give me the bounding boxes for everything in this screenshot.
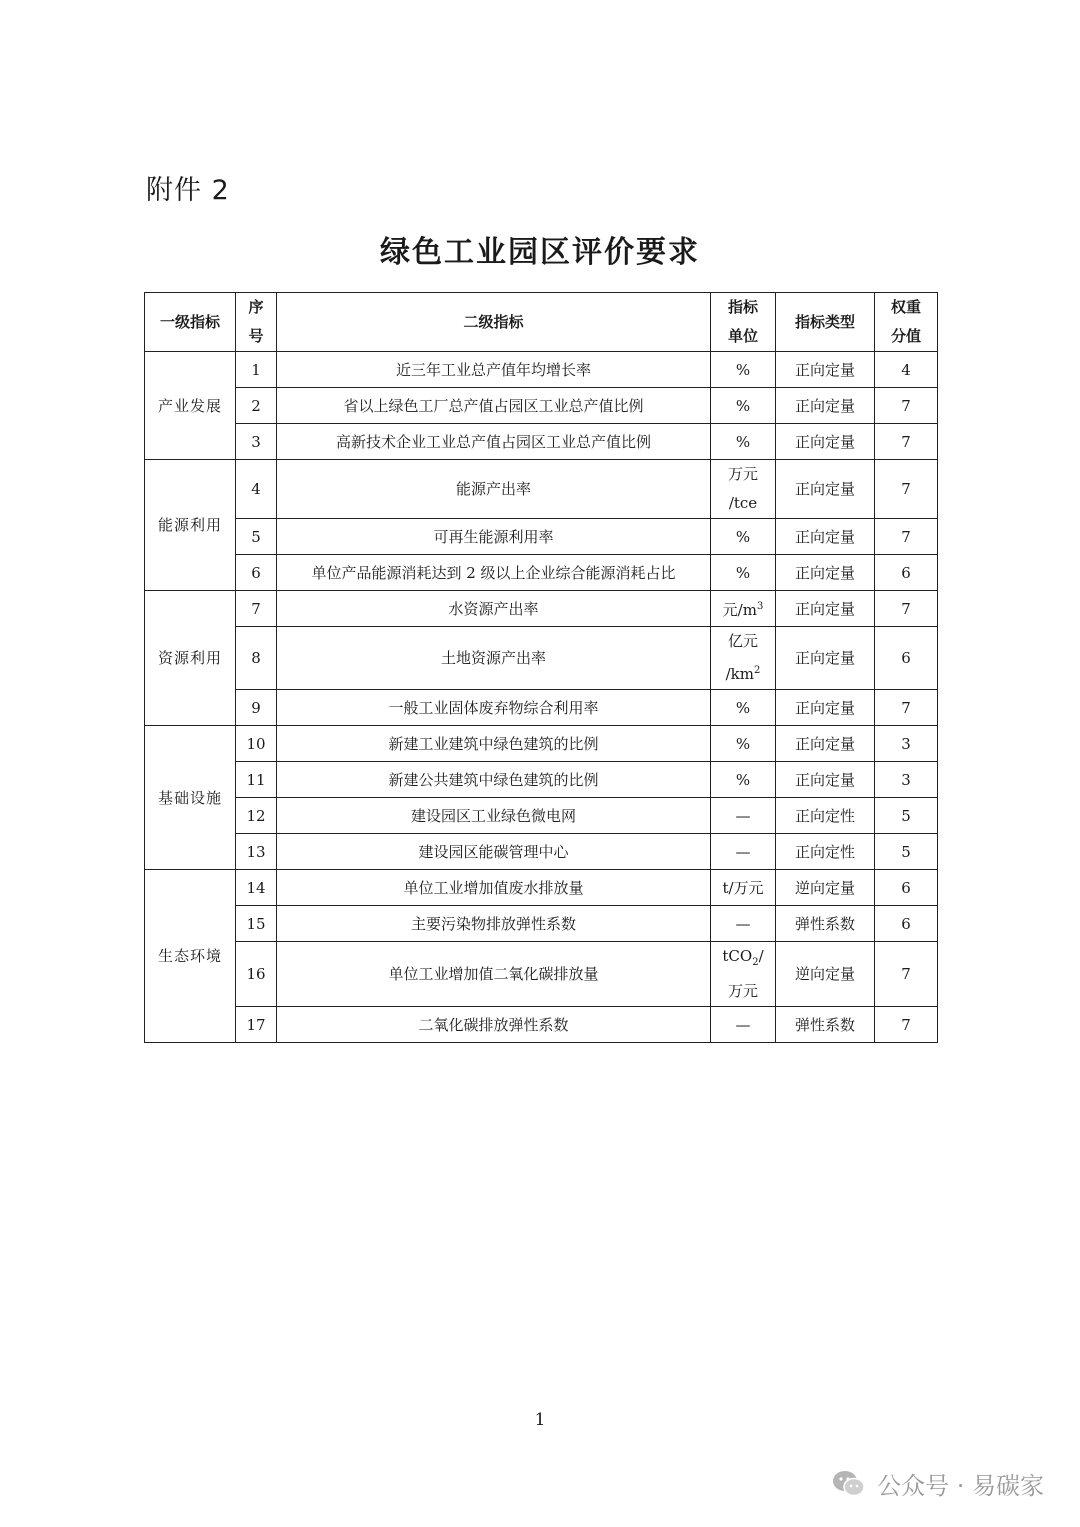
row-unit: — (711, 906, 776, 942)
unit-superscript: 3 (756, 601, 764, 612)
row-indicator: 单位工业增加值废水排放量 (277, 870, 711, 906)
attachment-label: 附件 2 (146, 175, 230, 206)
row-indicator: 单位产品能源消耗达到 2 级以上企业综合能源消耗占比 (277, 555, 711, 591)
row-weight: 5 (875, 834, 938, 870)
row-weight: 7 (875, 690, 938, 726)
row-indicator: 一般工业固体废弃物综合利用率 (277, 690, 711, 726)
unit-base: 元/m (722, 601, 757, 619)
category-cell: 资源利用 (145, 591, 236, 726)
table-row (145, 460, 938, 519)
row-unit (711, 942, 776, 1007)
row-weight: 6 (875, 555, 938, 591)
evaluation-table (144, 292, 938, 1043)
row-no: 3 (236, 424, 277, 460)
row-indicator: 土地资源产出率 (277, 627, 711, 690)
row-no: 12 (236, 798, 277, 834)
row-indicator: 高新技术企业工业总产值占园区工业总产值比例 (277, 424, 711, 460)
row-unit: % (711, 519, 776, 555)
table-row (145, 942, 938, 1007)
row-unit: % (711, 555, 776, 591)
row-no: 15 (236, 906, 277, 942)
table-header-row (145, 293, 938, 352)
row-unit: % (711, 726, 776, 762)
header-weight-line1: 权重 (890, 298, 921, 316)
unit-line2 (711, 656, 775, 689)
row-weight: 7 (875, 388, 938, 424)
row-weight: 7 (875, 1007, 938, 1043)
row-no: 13 (236, 834, 277, 870)
row-weight: 5 (875, 798, 938, 834)
watermark-text: 公众号 · 易碳家 (877, 1472, 1044, 1500)
row-type: 正向定量 (776, 690, 875, 726)
wechat-icon (831, 1469, 867, 1499)
row-indicator: 主要污染物排放弹性系数 (277, 906, 711, 942)
unit-line2: /tce (728, 494, 758, 512)
row-type: 正向定量 (776, 627, 875, 690)
page-number: 1 (534, 1410, 546, 1430)
row-unit (711, 627, 776, 690)
table-row (145, 690, 938, 726)
category-cell: 能源利用 (145, 460, 236, 591)
row-no: 2 (236, 388, 277, 424)
row-type: 正向定量 (776, 762, 875, 798)
row-unit: % (711, 762, 776, 798)
row-unit: % (711, 690, 776, 726)
row-no: 14 (236, 870, 277, 906)
row-unit: — (711, 1007, 776, 1043)
row-type: 正向定量 (776, 352, 875, 388)
row-no: 9 (236, 690, 277, 726)
header-weight-line2: 分值 (890, 327, 921, 345)
row-no: 6 (236, 555, 277, 591)
row-no: 17 (236, 1007, 277, 1043)
row-type: 弹性系数 (776, 906, 875, 942)
header-type: 指标类型 (776, 293, 875, 352)
row-indicator: 建设园区能碳管理中心 (277, 834, 711, 870)
table-row (145, 798, 938, 834)
table-row (145, 519, 938, 555)
header-level1: 一级指标 (145, 293, 236, 352)
unit-line1 (711, 942, 775, 977)
row-type: 正向定量 (776, 388, 875, 424)
row-type: 正向定量 (776, 424, 875, 460)
row-weight: 6 (875, 627, 938, 690)
table-row (145, 424, 938, 460)
row-type: 正向定量 (776, 460, 875, 519)
row-indicator: 二氧化碳排放弹性系数 (277, 1007, 711, 1043)
table-row (145, 591, 938, 627)
document-title: 绿色工业园区评价要求 (380, 235, 700, 270)
row-type: 正向定量 (776, 519, 875, 555)
table-row (145, 906, 938, 942)
row-weight: 3 (875, 762, 938, 798)
row-type: 正向定性 (776, 834, 875, 870)
row-indicator: 可再生能源利用率 (277, 519, 711, 555)
watermark-footer (831, 1466, 1044, 1501)
row-unit (711, 591, 776, 627)
table-row (145, 762, 938, 798)
unit-superscript: 2 (754, 665, 761, 676)
header-unit-line2: 单位 (727, 327, 758, 345)
unit-tail: / (758, 947, 764, 965)
unit-line1: 亿元 (727, 632, 758, 650)
row-weight: 7 (875, 460, 938, 519)
row-no: 5 (236, 519, 277, 555)
table-row (145, 352, 938, 388)
row-weight: 7 (875, 424, 938, 460)
table-row (145, 627, 938, 690)
category-cell: 产业发展 (145, 352, 236, 460)
row-indicator: 省以上绿色工厂总产值占园区工业总产值比例 (277, 388, 711, 424)
unit-line2: 万元 (727, 982, 758, 1000)
table-row (145, 1007, 938, 1043)
header-seq-line2: 号 (248, 327, 264, 345)
row-indicator: 新建公共建筑中绿色建筑的比例 (277, 762, 711, 798)
row-weight: 4 (875, 352, 938, 388)
row-type: 弹性系数 (776, 1007, 875, 1043)
row-no: 10 (236, 726, 277, 762)
row-no: 16 (236, 942, 277, 1007)
row-unit: — (711, 834, 776, 870)
row-weight: 7 (875, 519, 938, 555)
row-no: 4 (236, 460, 277, 519)
unit-base: /km (725, 665, 754, 683)
row-indicator: 单位工业增加值二氧化碳排放量 (277, 942, 711, 1007)
unit-subscript: 2 (752, 957, 759, 968)
table-row (145, 388, 938, 424)
row-indicator: 新建工业建筑中绿色建筑的比例 (277, 726, 711, 762)
row-unit (711, 460, 776, 519)
row-no: 8 (236, 627, 277, 690)
row-indicator: 建设园区工业绿色微电网 (277, 798, 711, 834)
row-type: 正向定性 (776, 798, 875, 834)
row-no: 1 (236, 352, 277, 388)
row-indicator: 水资源产出率 (277, 591, 711, 627)
row-type: 正向定量 (776, 591, 875, 627)
row-weight: 3 (875, 726, 938, 762)
row-no: 11 (236, 762, 277, 798)
row-unit: t/万元 (711, 870, 776, 906)
row-type: 正向定量 (776, 555, 875, 591)
row-indicator: 近三年工业总产值年均增长率 (277, 352, 711, 388)
row-weight: 7 (875, 942, 938, 1007)
table-row (145, 870, 938, 906)
header-unit-line1: 指标 (727, 298, 758, 316)
row-no: 7 (236, 591, 277, 627)
row-type: 逆向定量 (776, 870, 875, 906)
header-weight (875, 293, 938, 352)
row-weight: 6 (875, 906, 938, 942)
unit-line1: 万元 (727, 465, 758, 483)
row-type: 正向定量 (776, 726, 875, 762)
header-seq-line1: 序 (248, 298, 264, 316)
row-weight: 6 (875, 870, 938, 906)
header-level2: 二级指标 (277, 293, 711, 352)
category-cell: 生态环境 (145, 870, 236, 1043)
row-unit: % (711, 388, 776, 424)
row-unit: — (711, 798, 776, 834)
header-seq (236, 293, 277, 352)
row-weight: 7 (875, 591, 938, 627)
row-unit: % (711, 352, 776, 388)
unit-base: tCO (722, 947, 753, 965)
header-unit (711, 293, 776, 352)
table-row (145, 726, 938, 762)
row-type: 逆向定量 (776, 942, 875, 1007)
row-indicator: 能源产出率 (277, 460, 711, 519)
table-row (145, 555, 938, 591)
row-unit: % (711, 424, 776, 460)
table-row (145, 834, 938, 870)
category-cell: 基础设施 (145, 726, 236, 870)
